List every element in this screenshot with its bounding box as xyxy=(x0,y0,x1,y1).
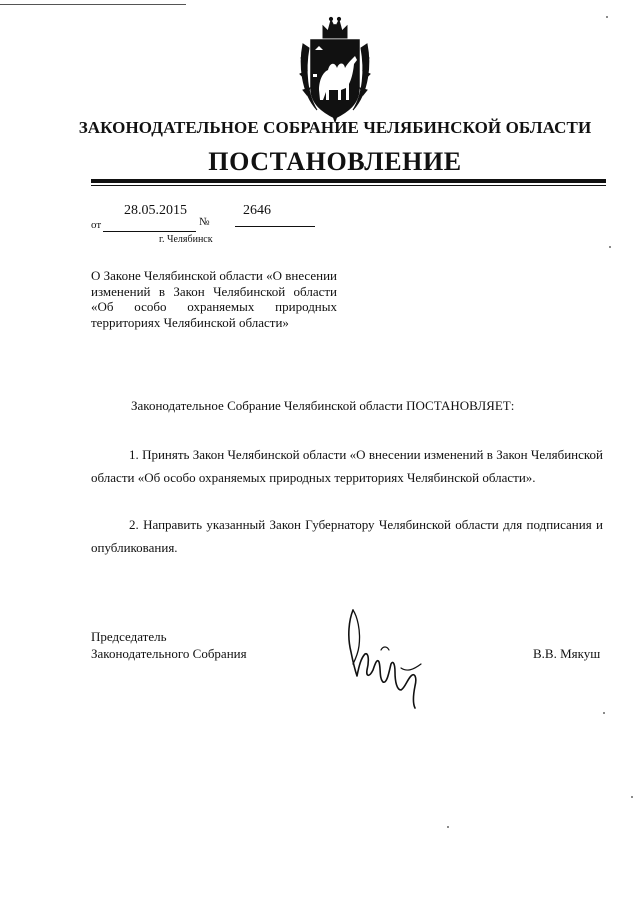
organization-title: ЗАКОНОДАТЕЛЬНОЕ СОБРАНИЕ ЧЕЛЯБИНСКОЙ ОБЛАСТИ xyxy=(78,118,592,137)
document-type-heading: ПОСТАНОВЛЕНИЕ xyxy=(208,147,462,176)
date-prefix: от xyxy=(91,219,102,231)
clause-item: 2. Направить указанный Закон Губернатору Челябинской области для подписания и опубликования. xyxy=(91,517,603,555)
top-edge-rule xyxy=(0,4,186,5)
document-city: г. Челябинск xyxy=(159,234,213,245)
scan-speck xyxy=(631,796,633,798)
handwritten-signature-icon xyxy=(341,606,433,710)
header-rule-thick xyxy=(91,179,606,183)
scan-speck xyxy=(447,826,449,828)
signer-title-line: Законодательного Собрания xyxy=(91,646,247,661)
scan-speck xyxy=(603,712,605,714)
document-date: 28.05.2015 xyxy=(124,203,187,218)
document-subject: О Законе Челябинской области «О внесении изменений в Закон Челябинской области «Об особо охраняемых природных территориях Челябинской области» xyxy=(91,268,338,330)
number-prefix: № xyxy=(199,216,210,228)
signer-name: В.В. Мякуш xyxy=(533,646,601,661)
document-number: 2646 xyxy=(243,203,271,218)
scan-speck xyxy=(609,246,611,248)
number-underline xyxy=(235,226,315,227)
header-rule-thin xyxy=(91,185,606,186)
date-underline xyxy=(103,231,196,232)
coat-of-arms-icon xyxy=(297,14,373,122)
preamble: Законодательное Собрание Челябинской области ПОСТАНОВЛЯЕТ: xyxy=(131,398,515,413)
scan-speck xyxy=(606,16,608,18)
signer-title-line: Председатель xyxy=(91,629,167,644)
signer-title xyxy=(91,628,247,662)
clause-item: 1. Принять Закон Челябинской области «О внесении изменений в Закон Челябинской области «Об особо охраняемых природных территориях Челябинской области». xyxy=(91,447,603,485)
